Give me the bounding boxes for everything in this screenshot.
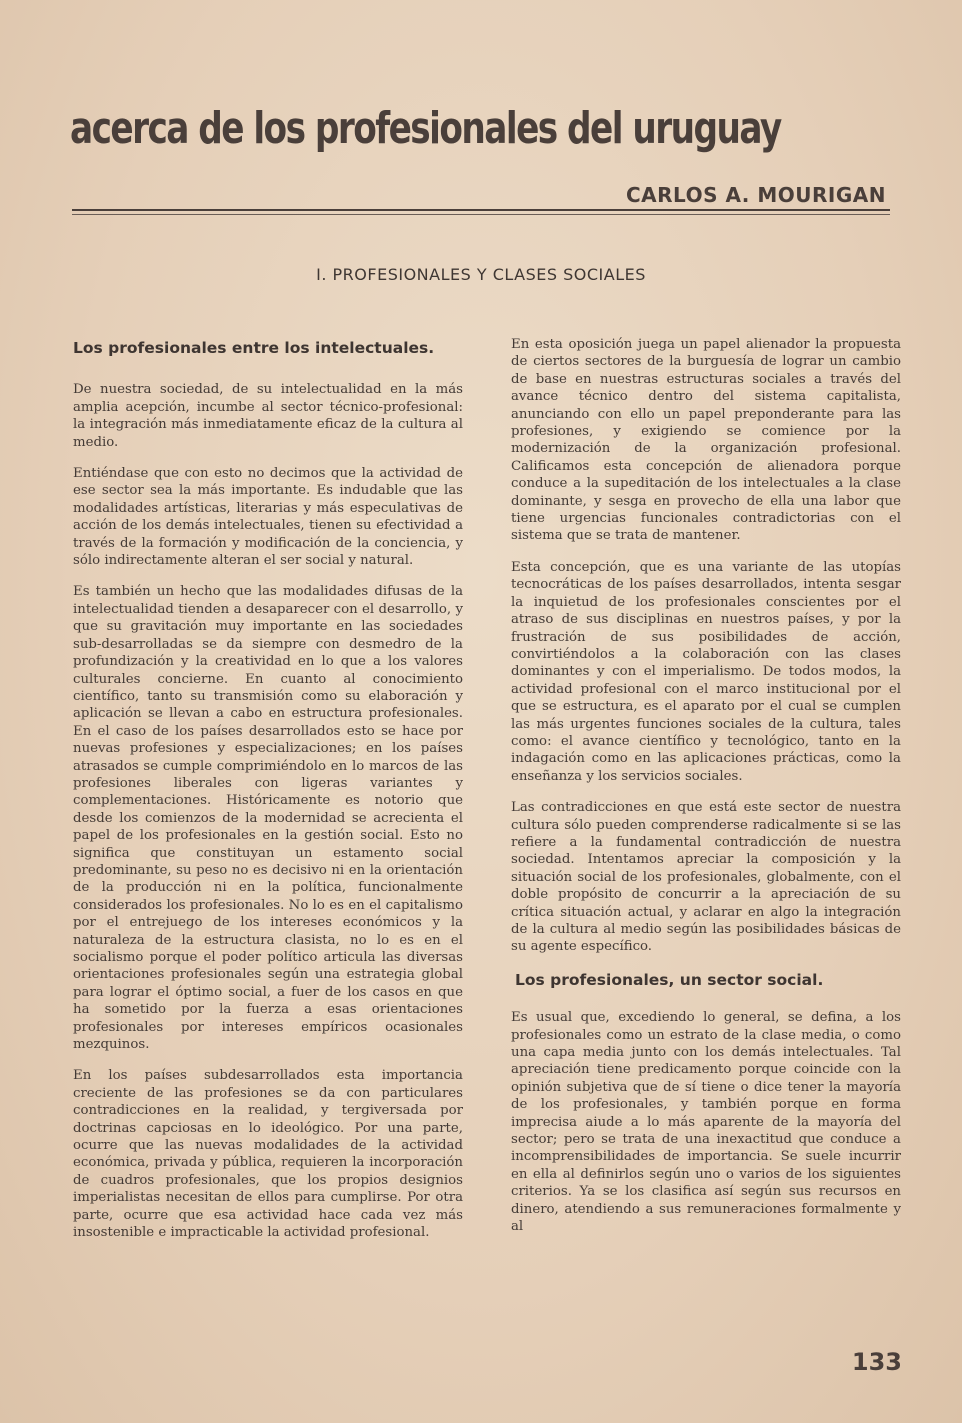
paragraph: Es usual que, excediendo lo general, se defina, a los profesionales como un estrato de la clase media, o como una capa media junto con los demás intelectuales. Tal apreciación tiene predicamento porque coincide con la opinión subjetiva que de sí tiene o dice tener la mayoría de los profesionales, y también porque en forma imprecisa aiude a lo más aparente de la mayoría del sector; pero se trata de una inexactitud que conduce a incomprensibilidades de importancia. Se suele incurrir en ella al definirlos según uno o varios de los siguientes criterios. Ya se los clasifica así según sus recursos en dinero, atendiendo a sus remuneraciones formalmente y al [511,1010,901,1235]
paragraph: En esta oposición juega un papel alienador la propuesta de ciertos sectores de la burguesía de lograr un cambio de base en nuestras estructuras sociales a través del avance técnico dentro del sistema capitalista, anunciando con ello un papel preponderante para las profesiones, y exigiendo se comience por la modernización de la organización profesional. Calificamos esta concepción de alienadora porque conduce a la supeditación de los intelectuales a la clase dominante, y sesga en provecho de ella una labor que tiene urgencias funcionales contradictorias con el sistema que se trata de mantener. [511,337,901,544]
paragraph: En los países subdesarrollados esta importancia creciente de las profesiones se da con particulares contradicciones en la realidad, y tergiversada por doctrinas capciosas en lo ideológico. Por una parte, ocurre que las nuevas modalidades de la actividad económica, privada y pública, requieren la incorporación de cuadros profesionales, que los propios designios imperialistas necesitan de ellos para cumplirse. Por otra parte, ocurre que esa actividad hace cada vez más insostenible e impracticable la actividad profesional. [73,1068,463,1241]
paragraph: Las contradicciones en que está este sector de nuestra cultura sólo pueden comprenderse radicalmente si se las refiere a la fundamental contradicción de nuestra sociedad. Intentamos apreciar la composición y la situación social de los profesionales, globalmente, con el doble propósito de concurrir a la apreciación de su crítica situación actual, y aclarar en algo la integración de la cultura al medio según las posibilidades básicas de su agente específico. [511,800,901,955]
paragraph: De nuestra sociedad, de su intelectualidad en la más amplia acepción, incumbe al sector técnico-profesional: la integración más inmediatamente eficaz de la cultura al medio. [73,382,463,450]
left-column [73,336,463,1256]
right-subheading: Los profesionales, un sector social. [515,970,824,989]
paragraph: Entiéndase que con esto no decimos que la actividad de ese sector sea la más importante. Es indudable que las modalidades artísticas, literarias y más especulativas de acción de los demás intelectuales, tienen su efectividad a través de la formación y modificación de la conciencia, y sólo indirectamente alteran el ser social y natural. [73,466,463,569]
page-number: 133 [851,1348,902,1376]
paragraph: Es también un hecho que las modalidades difusas de la intelectualidad tienden a desaparecer con el desarrollo, y que su gravitación muy importante en las sociedades sub-desarrolladas se da siempre con desmedro de la profundización y la creatividad en lo que a los valores culturales concierne. En cuanto al conocimiento científico, tanto su transmisión como su elaboración y aplicación se llevan a cabo en estructura profesionales. En el caso de los países desarrollados esto se hace por nuevas profesiones y especializaciones; en los países atrasados se cumple comprimiéndolo en lo marcos de las profesiones liberales con ligeras variantes y complementaciones. Históricamente es notorio que desde los comienzos de la modernidad se acrecienta el papel de los profesionales en la gestión social. Esto no significa que constituyan un estamento social predominante, su peso no es decisivo ni en la orientación de la producción ni en la política, funcionalmente considerados los profesionales. No lo es en el capitalismo por el entrejuego de los intereses económicos y la naturaleza de la estructura clasista, no lo es en el socialismo porque el poder político articula las diversas orientaciones profesionales según una estrategia global para lograr el óptimo social, a fuer de los casos en que ha sometido por la fuerza a esas orientaciones profesionales por intereses empíricos ocasionales mezquinos. [73,584,463,1053]
section-heading: I. PROFESIONALES Y CLASES SOCIALES [316,265,646,284]
paragraph: Esta concepción, que es una variante de las utopías tecnocráticas de los países desarrollados, intenta sesgar la inquietud de los profesionales conscientes por el atraso de sus disciplinas en nuestros países, y por la frustración de sus posibilidades de acción, convirtiéndolos a la colaboración con las clases dominantes y con el imperialismo. De todos modos, la actividad profesional con el marco institucional por el que se estructura, es el aparato por el cual se cumplen las más urgentes funciones sociales de la cultura, tales como: el avance científico y tecnológico, tanto en la indagación como en las aplicaciones prácticas, como la enseñanza y los servicios sociales. [511,559,901,784]
right-column [511,336,901,1250]
title-rule-thin [72,214,890,215]
left-subheading: Los profesionales entre los intelectuales. [73,339,435,357]
article-title: acerca de los profesionales del uruguay [70,103,781,154]
author-name: CARLOS A. MOURIGAN [626,183,886,207]
title-rule [72,209,890,211]
